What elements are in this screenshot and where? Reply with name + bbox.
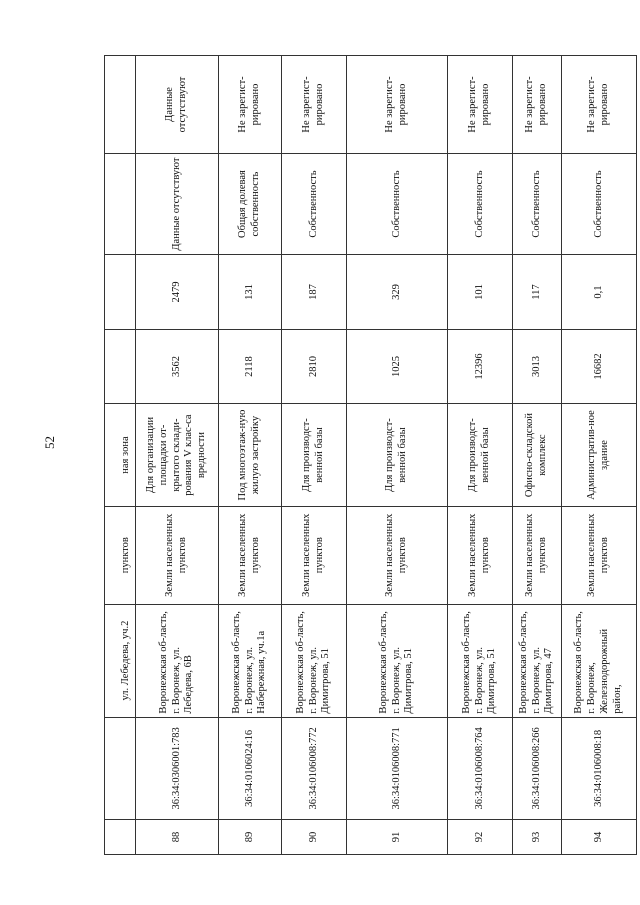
value-cell: 117 <box>513 255 562 330</box>
land-category-cell: Земли населенных пунктов <box>282 506 347 604</box>
right-type-cell: Собственность <box>347 153 448 254</box>
value-cell: 101 <box>448 255 513 330</box>
table-row <box>513 56 562 855</box>
land-category-cell: Земли населенных пунктов <box>562 506 637 604</box>
row-number: 88 <box>136 820 219 855</box>
area-cell: 3562 <box>136 329 219 404</box>
cadastral-number: 36:34:0106008:18 <box>562 717 637 819</box>
encumbrance-cell: Не зарегист-рировано <box>219 56 282 154</box>
value-cell: 0,1 <box>562 255 637 330</box>
cadastral-number: 36:34:0106008:772 <box>282 717 347 819</box>
right-type-cell: Собственность <box>513 153 562 254</box>
right-type-cell: Собственность <box>562 153 637 254</box>
encumbrance-cell: Не зарегист-рировано <box>347 56 448 154</box>
area-cell: 3013 <box>513 329 562 404</box>
area-cell: 2810 <box>282 329 347 404</box>
header-cell <box>105 820 136 855</box>
permitted-use-cell: Офисно-складской комплекс <box>513 404 562 506</box>
table-row <box>136 56 219 855</box>
right-type-cell: Данные отсутствуют <box>136 153 219 254</box>
address-cell: Воронежская об-ласть, г. Воронеж, Железнодорожный район, <box>562 604 637 717</box>
table-row <box>347 56 448 855</box>
permitted-use-cell: Административ-ное здание <box>562 404 637 506</box>
encumbrance-cell: Не зарегист-рировано <box>448 56 513 154</box>
page-number: 52 <box>42 436 57 449</box>
table-row <box>219 56 282 855</box>
header-cell <box>105 56 136 154</box>
permitted-use-cell: Для производст-венной базы <box>448 404 513 506</box>
land-category-cell: Земли населенных пунктов <box>219 506 282 604</box>
header-category-cell: пунктов <box>105 506 136 604</box>
address-cell: Воронежская об-ласть, г. Воронеж, ул. Димитрова, 47 <box>513 604 562 717</box>
permitted-use-cell: Для производст-венной базы <box>282 404 347 506</box>
row-number: 89 <box>219 820 282 855</box>
header-cell <box>105 329 136 404</box>
row-number: 94 <box>562 820 637 855</box>
encumbrance-cell: Данные отсутствуют <box>136 56 219 154</box>
address-cell: Воронежская об-ласть, г. Воронеж, ул. Димитрова, 51 <box>347 604 448 717</box>
value-cell: 187 <box>282 255 347 330</box>
row-number: 90 <box>282 820 347 855</box>
permitted-use-cell: Под многоэтаж-ную жилую застройку <box>219 404 282 506</box>
header-address-cell: ул. Лебедева, уч.2 <box>105 604 136 717</box>
area-cell: 2118 <box>219 329 282 404</box>
header-cell <box>105 717 136 819</box>
address-cell: Воронежская об-ласть, г. Воронеж, ул. Димитрова, 51 <box>282 604 347 717</box>
value-cell: 329 <box>347 255 448 330</box>
table-row <box>562 56 637 855</box>
right-type-cell: Собственность <box>282 153 347 254</box>
cadastral-number: 36:34:0106008:764 <box>448 717 513 819</box>
address-cell: Воронежская об-ласть, г. Воронеж, ул. Димитрова, 51 <box>448 604 513 717</box>
encumbrance-cell: Не зарегист-рировано <box>282 56 347 154</box>
land-category-cell: Земли населенных пунктов <box>136 506 219 604</box>
header-cell <box>105 255 136 330</box>
header-cell <box>105 153 136 254</box>
right-type-cell: Общая долевая собственность <box>219 153 282 254</box>
area-cell: 1025 <box>347 329 448 404</box>
value-cell: 131 <box>219 255 282 330</box>
encumbrance-cell: Не зарегист-рировано <box>562 56 637 154</box>
value-cell: 2479 <box>136 255 219 330</box>
table-row <box>282 56 347 855</box>
land-category-cell: Земли населенных пунктов <box>513 506 562 604</box>
table-header-continuation <box>105 56 136 855</box>
land-plots-table <box>104 55 637 855</box>
row-number: 93 <box>513 820 562 855</box>
area-cell: 16682 <box>562 329 637 404</box>
encumbrance-cell: Не зарегист-рировано <box>513 56 562 154</box>
row-number: 91 <box>347 820 448 855</box>
cadastral-number: 36:34:0106008:771 <box>347 717 448 819</box>
land-category-cell: Земли населенных пунктов <box>347 506 448 604</box>
table-row <box>448 56 513 855</box>
land-plots-table-wrapper <box>104 55 623 855</box>
header-zone-cell: ная зона <box>105 404 136 506</box>
cadastral-number: 36:34:0106008:266 <box>513 717 562 819</box>
address-cell: Воронежская об-ласть, г. Воронеж, ул. Набережная, уч.1а <box>219 604 282 717</box>
permitted-use-cell: Для организации площадки от-крытого склади-рования V клас-са вредности <box>136 404 219 506</box>
address-cell: Воронежская об-ласть, г. Воронеж, ул. Лебедева, 6В <box>136 604 219 717</box>
cadastral-number: 36:34:0306001:783 <box>136 717 219 819</box>
permitted-use-cell: Для производст-венной базы <box>347 404 448 506</box>
row-number: 92 <box>448 820 513 855</box>
area-cell: 12396 <box>448 329 513 404</box>
right-type-cell: Собственность <box>448 153 513 254</box>
cadastral-number: 36:34:0106024:16 <box>219 717 282 819</box>
land-category-cell: Земли населенных пунктов <box>448 506 513 604</box>
